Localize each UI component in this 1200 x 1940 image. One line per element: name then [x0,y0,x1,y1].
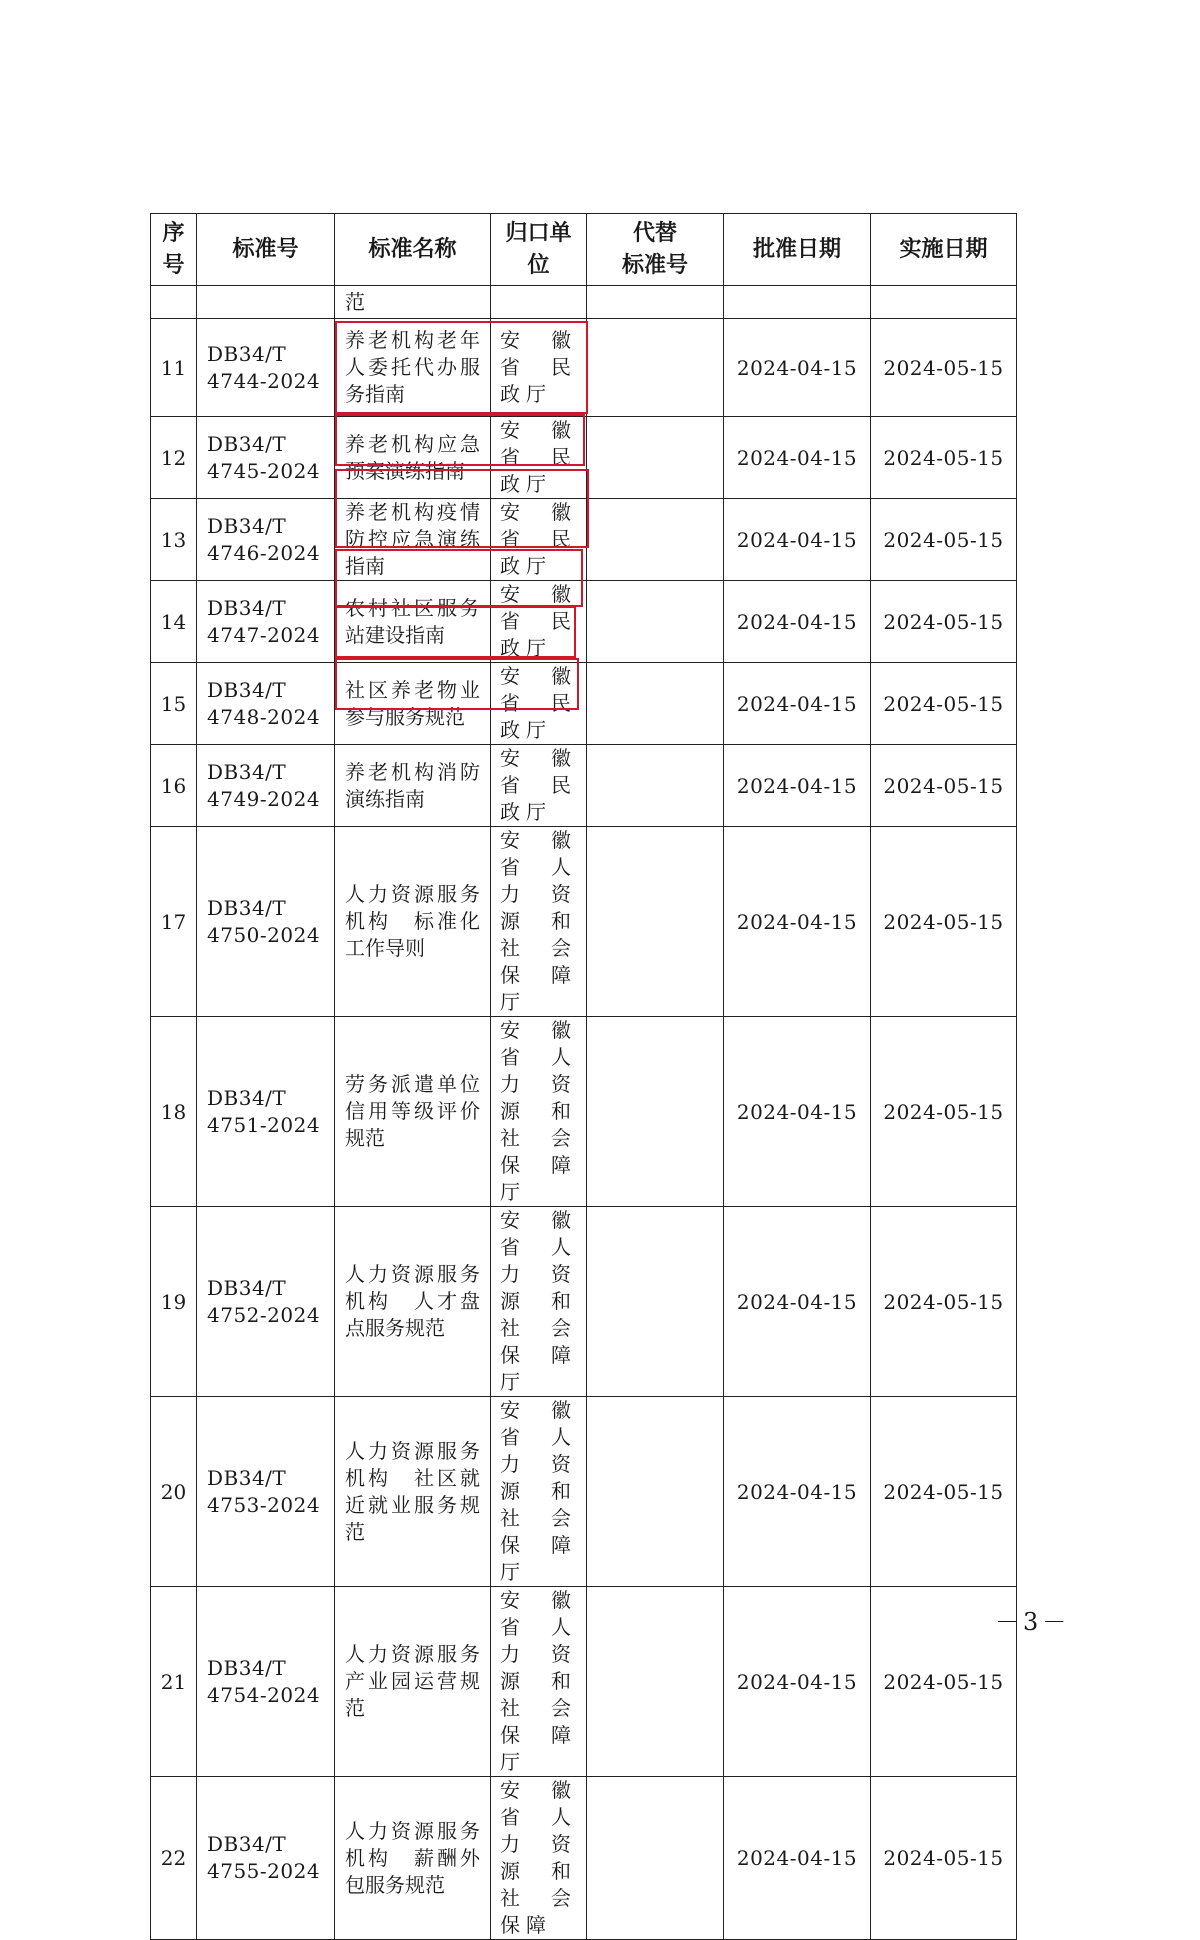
standard-code-cell: DB34/T 4752-2024 [197,1207,335,1397]
header-code: 标准号 [197,214,335,286]
seq-cell: 22 [151,1777,197,1940]
table-row [151,319,1017,417]
standard-name-cell: 养老机构消防演练指南 [335,745,491,827]
header-name: 标准名称 [335,214,491,286]
approve-date-cell: 2024-04-15 [724,319,871,417]
seq-cell: 19 [151,1207,197,1397]
approve-date-cell: 2024-04-15 [724,1397,871,1587]
managing-unit-cell: 安徽省人力资源和社会保障厅 [491,1207,587,1397]
header-seq: 序 号 [151,214,197,286]
managing-unit-cell: 安徽省民政厅 [491,663,587,745]
table-row [151,1397,1017,1587]
table-row [151,1777,1017,1940]
seq-cell: 11 [151,319,197,417]
approve-date-cell: 2024-04-15 [724,827,871,1017]
standard-name-cell: 人力资源服务机构 人才盘点服务规范 [335,1207,491,1397]
header-approve-date: 批准日期 [724,214,871,286]
replaced-standard-cell [587,319,724,417]
standard-code-cell: DB34/T 4754-2024 [197,1587,335,1777]
approve-date-cell: 2024-04-15 [724,1207,871,1397]
seq-cell: 12 [151,417,197,499]
seq-cell: 13 [151,499,197,581]
implement-date-cell: 2024-05-15 [871,1207,1017,1397]
replaced-standard-cell [587,663,724,745]
table-row [151,581,1017,663]
seq-cell: 17 [151,827,197,1017]
implement-date-cell: 2024-05-15 [871,745,1017,827]
replaced-standard-cell [587,1777,724,1940]
managing-unit-cell: 安徽省民政厅 [491,581,587,663]
seq-cell: 21 [151,1587,197,1777]
standard-code-cell: DB34/T 4746-2024 [197,499,335,581]
replaced-standard-cell [587,286,724,319]
standard-code-cell: DB34/T 4745-2024 [197,417,335,499]
managing-unit-cell: 安徽省民政厅 [491,745,587,827]
seq-cell [151,286,197,319]
standard-name-cell: 劳务派遣单位信用等级评价规范 [335,1017,491,1207]
header-replace: 代替 标准号 [587,214,724,286]
implement-date-cell: 2024-05-15 [871,581,1017,663]
standard-name-cell: 养老机构老年人委托代办服务指南 [335,319,491,417]
standard-name-cell: 养老机构疫情防控应急演练指南 [335,499,491,581]
standard-code-cell: DB34/T 4753-2024 [197,1397,335,1587]
replaced-standard-cell [587,1017,724,1207]
header-unit: 归口单 位 [491,214,587,286]
standard-code-cell: DB34/T 4755-2024 [197,1777,335,1940]
standard-code-cell: DB34/T 4750-2024 [197,827,335,1017]
approve-date-cell: 2024-04-15 [724,581,871,663]
standard-name-cell: 范 [335,286,491,319]
implement-date-cell: 2024-05-15 [871,1017,1017,1207]
table-row [151,827,1017,1017]
implement-date-cell [871,286,1017,319]
replaced-standard-cell [587,1587,724,1777]
table-row [151,745,1017,827]
header-implement-date: 实施日期 [871,214,1017,286]
approve-date-cell: 2024-04-15 [724,417,871,499]
approve-date-cell: 2024-04-15 [724,745,871,827]
standard-code-cell: DB34/T 4744-2024 [197,319,335,417]
replaced-standard-cell [587,581,724,663]
table-row [151,499,1017,581]
standard-name-cell: 农村社区服务站建设指南 [335,581,491,663]
replaced-standard-cell [587,827,724,1017]
standard-code-cell: DB34/T 4751-2024 [197,1017,335,1207]
standards-table [150,213,1017,1940]
managing-unit-cell: 安徽省民政厅 [491,499,587,581]
standard-name-cell: 人力资源服务机构 薪酬外包服务规范 [335,1777,491,1940]
approve-date-cell: 2024-04-15 [724,499,871,581]
table-row [151,1207,1017,1397]
managing-unit-cell: 安徽省人力资源和社会保障 [491,1777,587,1940]
implement-date-cell: 2024-05-15 [871,417,1017,499]
standard-code-cell: DB34/T 4747-2024 [197,581,335,663]
table-row [151,286,1017,319]
page-number: －3－ [995,1608,1071,1636]
standard-code-cell [197,286,335,319]
approve-date-cell [724,286,871,319]
replaced-standard-cell [587,417,724,499]
managing-unit-cell: 安徽省民政厅 [491,417,587,499]
implement-date-cell: 2024-05-15 [871,319,1017,417]
table-row [151,417,1017,499]
approve-date-cell: 2024-04-15 [724,1777,871,1940]
table-row [151,663,1017,745]
table-row [151,1587,1017,1777]
approve-date-cell: 2024-04-15 [724,1017,871,1207]
seq-cell: 16 [151,745,197,827]
implement-date-cell: 2024-05-15 [871,1777,1017,1940]
replaced-standard-cell [587,745,724,827]
seq-cell: 18 [151,1017,197,1207]
replaced-standard-cell [587,1207,724,1397]
implement-date-cell: 2024-05-15 [871,663,1017,745]
approve-date-cell: 2024-04-15 [724,663,871,745]
replaced-standard-cell [587,1397,724,1587]
managing-unit-cell: 安徽省人力资源和社会保障厅 [491,1397,587,1587]
implement-date-cell: 2024-05-15 [871,499,1017,581]
replaced-standard-cell [587,499,724,581]
managing-unit-cell: 安徽省人力资源和社会保障厅 [491,1017,587,1207]
managing-unit-cell: 安徽省人力资源和社会保障厅 [491,1587,587,1777]
standard-name-cell: 社区养老物业参与服务规范 [335,663,491,745]
standard-name-cell: 人力资源服务机构 标准化工作导则 [335,827,491,1017]
standard-name-cell: 人力资源服务机构 社区就近就业服务规范 [335,1397,491,1587]
implement-date-cell: 2024-05-15 [871,827,1017,1017]
approve-date-cell: 2024-04-15 [724,1587,871,1777]
standard-name-cell: 养老机构应急预案演练指南 [335,417,491,499]
managing-unit-cell: 安徽省人力资源和社会保障厅 [491,827,587,1017]
table-row [151,1017,1017,1207]
implement-date-cell: 2024-05-15 [871,1397,1017,1587]
seq-cell: 20 [151,1397,197,1587]
managing-unit-cell: 安徽省民政厅 [491,319,587,417]
seq-cell: 15 [151,663,197,745]
table-header-row [151,214,1017,286]
standard-code-cell: DB34/T 4749-2024 [197,745,335,827]
standard-name-cell: 人力资源服务产业园运营规范 [335,1587,491,1777]
implement-date-cell: 2024-05-15 [871,1587,1017,1777]
seq-cell: 14 [151,581,197,663]
standard-code-cell: DB34/T 4748-2024 [197,663,335,745]
managing-unit-cell [491,286,587,319]
